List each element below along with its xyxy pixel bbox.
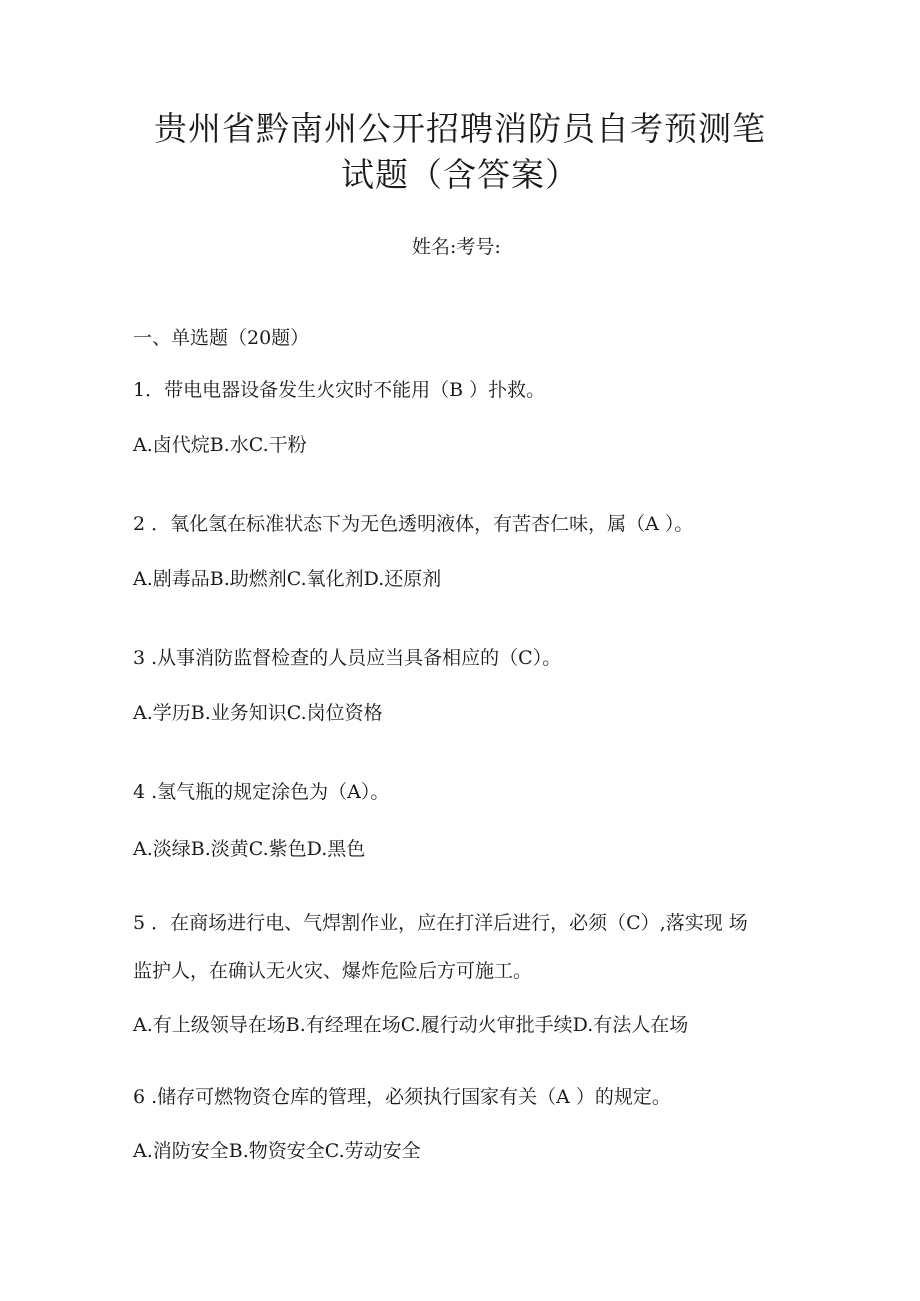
question-4-options: A.淡绿B.淡黄C.紫色D.黑色	[133, 838, 366, 860]
name-exam-number-label: 姓名:考号:	[412, 236, 501, 258]
question-2-options: A.剧毒品B.助燃剂C.氧化剂D.还原剂	[133, 568, 442, 590]
question-1-stem: 1．带电电器设备发生火灾时不能用（B ）扑救。	[133, 379, 546, 401]
document-title-line-1: 贵州省黔南州公开招聘消防员自考预测笔	[154, 109, 766, 148]
question-3-stem: 3 .从事消防监督检查的人员应当具备相应的（C）。	[133, 647, 562, 669]
question-4-stem: 4 .氢气瓶的规定涂色为（A）。	[133, 781, 390, 803]
document-title-line-2: 试题（含答案）	[341, 155, 579, 194]
question-5-stem-continued: 监护人，在确认无火灾、爆炸危险后方可施工。	[133, 960, 533, 982]
question-3-options: A.学历B.业务知识C.岗位资格	[133, 702, 383, 724]
question-6-options: A.消防安全B.物资安全C.劳动安全	[133, 1140, 421, 1162]
question-5-options: A.有上级领导在场B.有经理在场C.履行动火审批手续D.有法人在场	[133, 1014, 689, 1036]
question-5-stem: 5 ．在商场进行电、气焊割作业，应在打洋后进行，必须（C）,落实现 场	[133, 912, 748, 934]
question-2-stem: 2 ．氧化氢在标准状态下为无色透明液体，有苦杏仁味，属（A ）。	[133, 513, 694, 535]
question-1-options: A.卤代烷B.水C.干粉	[133, 434, 307, 456]
question-6-stem: 6 .储存可燃物资仓库的管理，必须执行国家有关（A ）的规定。	[133, 1086, 671, 1108]
section-heading: 一、单选题（20题）	[133, 327, 310, 349]
